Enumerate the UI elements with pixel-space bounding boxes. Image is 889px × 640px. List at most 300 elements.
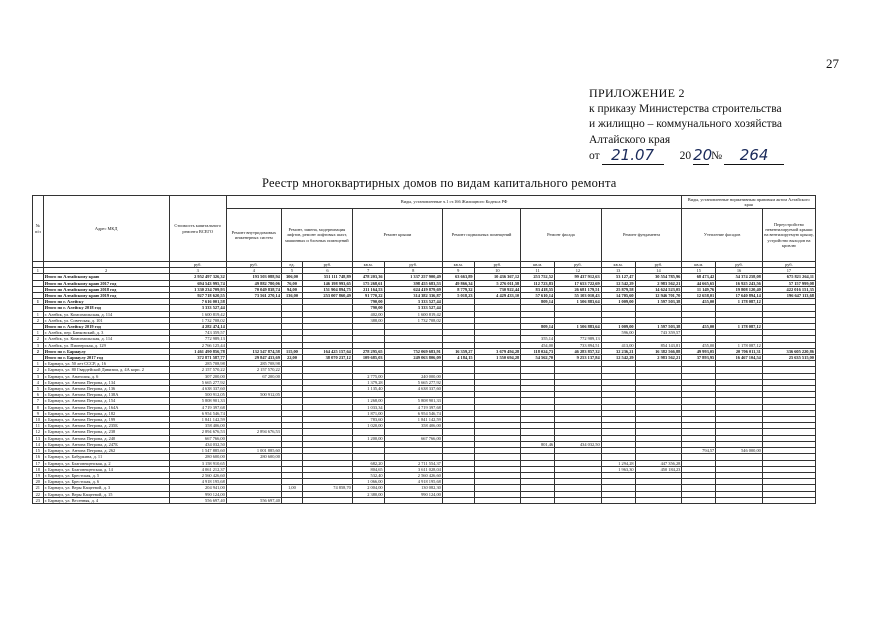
value-cell: 1 600 819,42	[384, 311, 442, 317]
column-number-cell: 10	[474, 268, 521, 274]
address-cell: г. Алейск, пер. Банковский, д. 3	[43, 330, 169, 336]
value-cell: 4 282 474,14	[169, 324, 226, 330]
value-cell	[521, 497, 555, 503]
value-cell: 3 679 494,28	[474, 348, 521, 354]
address-cell: Итого по Алтайскому краю	[43, 274, 169, 280]
value-cell: 132 547 874,58	[226, 348, 281, 354]
value-cell: 454,00	[521, 342, 555, 348]
value-cell: 4 638 337,60	[384, 386, 442, 392]
address-cell: г. Барнаул, ул. Бабуркина, д. 11	[43, 454, 169, 460]
value-cell: 73 561 270,14	[226, 293, 281, 299]
address-cell: г. Алейск, ул. Советская, д. 101	[43, 317, 169, 323]
address-cell: г. Барнаул, ул. 50 лет СССР, д. 16	[43, 361, 169, 367]
address-cell: г. Алейск, ул. Комсомольская, д. 114	[43, 311, 169, 317]
value-cell: 14 705,60	[601, 293, 635, 299]
value-cell: 1 330 234 709,93	[169, 286, 226, 292]
value-cell: 1 597 503,38	[635, 324, 682, 330]
col-elevators-header: Ремонт, замена, модернизация лифтов, ремонт лифтовых шахт, машинных и блочных помещений	[281, 209, 352, 262]
address-cell: г. Барнаул, ул. Антона Петрова, д. 240	[43, 435, 169, 441]
value-cell: 63 663,89	[442, 274, 474, 280]
value-cell: 772 989,13	[169, 336, 226, 342]
row-number-cell: 8	[33, 404, 44, 410]
column-number-cell: 1	[33, 268, 44, 274]
row-number-cell: 7	[33, 398, 44, 404]
row-number-cell: 1	[33, 330, 44, 336]
value-cell: 99 437 912,63	[555, 274, 602, 280]
address-cell: Итого по г. Барнаулу 2017 год	[43, 355, 169, 361]
column-number-cell: 8	[384, 268, 442, 274]
value-cell: 8 779,32	[442, 286, 474, 292]
value-cell: 990 124,00	[169, 491, 226, 497]
value-cell: 115,00	[281, 348, 302, 354]
value-cell: 5 808 901,33	[384, 398, 442, 404]
value-cell: 6 954 546,74	[169, 410, 226, 416]
value-cell: 434 032,50	[169, 441, 226, 447]
value-cell: 30 554 785,96	[635, 274, 682, 280]
address-cell: г. Барнаул, ул. Антона Петрова, д. 182	[43, 410, 169, 416]
value-cell: 9 253 137,84	[555, 355, 602, 361]
value-cell: 4 184,15	[442, 355, 474, 361]
value-cell: 54 562,70	[521, 355, 555, 361]
value-cell: 1 597 503,38	[635, 299, 682, 305]
col-roof-conversion-header: Переустройство невентилируемой крыши на вентилируемую крышу, устройство выходов на кровлю	[762, 209, 815, 262]
value-cell: 990 124,00	[384, 491, 442, 497]
row-number-cell: 16	[33, 454, 44, 460]
value-cell: 675 821 264,11	[762, 274, 815, 280]
address-cell: г. Барнаул, ул. Антона Петрова, д. 154	[43, 398, 169, 404]
unit-cell: руб.	[303, 262, 353, 268]
value-cell: 151 904 894,75	[303, 286, 353, 292]
value-cell: 1 506 883,64	[555, 324, 602, 330]
value-cell: 285 708,98	[226, 361, 281, 367]
value-cell: 743 359,57	[169, 330, 226, 336]
address-cell: г. Барнаул, ул. Антона Петрова, д. 164А	[43, 404, 169, 410]
value-cell: 19 808 120,40	[716, 286, 763, 292]
value-cell: 372 871 587,77	[169, 355, 226, 361]
value-cell: 5 276 011,58	[474, 280, 521, 286]
value-cell: 175 268,61	[352, 280, 384, 286]
value-cell: 1 379,28	[352, 379, 384, 385]
row-number-cell: 2	[33, 336, 44, 342]
row-number-cell: 21	[33, 485, 44, 491]
value-cell: 450 184,23	[635, 466, 682, 472]
row-number-cell: 13	[33, 435, 44, 441]
value-cell: 783,60	[352, 417, 384, 423]
value-cell: 240 000,00	[384, 373, 442, 379]
column-number-cell: 5	[281, 268, 302, 274]
address-cell: Итого по г. Алейску	[43, 299, 169, 305]
col-facade-header: Ремонт фасада	[521, 209, 601, 262]
address-cell: г. Алейск, ул. Комсомольская, д. 114	[43, 336, 169, 342]
value-cell: 3 333 527,44	[384, 305, 442, 311]
col-insulation-header: Утепление фасадов	[682, 209, 762, 262]
value-cell: 3 611 028,04	[384, 466, 442, 472]
value-cell: 733 894,51	[555, 342, 602, 348]
address-cell: Итого по Алтайскому краю 2017 год	[43, 280, 169, 286]
value-cell: 2 560 426,60	[384, 472, 442, 478]
address-cell: г. Барнаул, ул. Антона Петрова, д. 247Б	[43, 441, 169, 447]
col-roof-header: Ремонт крыши	[352, 209, 442, 262]
column-number-cell: 6	[303, 268, 353, 274]
value-cell: 358 406,00	[384, 423, 442, 429]
value-cell: 249 063 806,09	[384, 355, 442, 361]
table-body	[33, 274, 816, 504]
value-cell: 12 658,01	[682, 293, 716, 299]
column-number-cell: 16	[716, 268, 763, 274]
value-cell: 22,00	[281, 355, 302, 361]
address-cell: г. Барнаул, ул. Антона Петрова, д. 138А	[43, 392, 169, 398]
value-cell: 413,00	[601, 342, 635, 348]
value-cell: 12 542,29	[601, 355, 635, 361]
value-cell: 112 723,83	[521, 280, 555, 286]
value-cell: 16 925 243,56	[716, 280, 763, 286]
value-cell: 280 600,00	[169, 454, 226, 460]
row-number-cell: 20	[33, 479, 44, 485]
value-cell: 70 049 838,74	[226, 286, 281, 292]
handwritten-date: 21.07	[602, 148, 664, 165]
value-cell: 402,00	[352, 311, 384, 317]
value-cell: 667 766,00	[384, 435, 442, 441]
value-cell: 2 766 125,44	[169, 342, 226, 348]
appendix-block	[589, 86, 829, 165]
value-cell	[384, 497, 442, 503]
row-number-cell: 12	[33, 429, 44, 435]
value-cell: 927 718 620,55	[169, 293, 226, 299]
registry-table	[32, 195, 816, 504]
value-cell: 2 157 570,22	[169, 367, 226, 373]
value-cell: 455,00	[682, 324, 716, 330]
unit-cell: кв.м.	[352, 262, 384, 268]
value-cell: 358 406,00	[169, 423, 226, 429]
year-prefix: 20	[679, 150, 692, 162]
value-cell: 25 879,58	[601, 286, 635, 292]
column-number-cell: 15	[682, 268, 716, 274]
value-cell: 4 918 195,68	[169, 479, 226, 485]
value-cell: 3 333 527,44	[384, 299, 442, 305]
address-cell: г. Барнаул, ул. Антона Петрова, д. 235Б	[43, 423, 169, 429]
unit-cell: ед.	[281, 262, 302, 268]
unit-cell: руб.	[169, 262, 226, 268]
address-cell: г. Барнаул, ул. Веры Кащеевой, д. 3	[43, 485, 169, 491]
address-cell: г. Барнаул, ул. Веры Кащеевой, д. 15	[43, 491, 169, 497]
row-number-cell: 9	[33, 410, 44, 416]
value-cell: 4 719 397,68	[384, 404, 442, 410]
col-foundation-header: Ремонт фундамента	[601, 209, 682, 262]
value-cell	[762, 497, 815, 503]
column-number-cell: 12	[555, 268, 602, 274]
value-cell: 118 024,73	[521, 348, 555, 354]
value-cell: 46 283 857,32	[555, 348, 602, 354]
value-cell	[442, 497, 474, 503]
value-cell: 398 455 683,53	[384, 280, 442, 286]
value-cell: 772 989,13	[555, 336, 602, 342]
unit-cell: руб.	[762, 262, 815, 268]
value-cell: 790,00	[352, 305, 384, 311]
address-cell: Итого по г. Барнаулу	[43, 348, 169, 354]
appendix-line: Алтайского края	[589, 133, 671, 146]
value-cell: 7 616 001,58	[169, 299, 226, 305]
unit-cell: кв.м.	[601, 262, 635, 268]
unit-cell: руб.	[226, 262, 281, 268]
value-cell: 307 200,00	[169, 373, 226, 379]
from-label: от	[589, 150, 600, 162]
value-cell: 804,65	[352, 466, 384, 472]
column-number-cell: 17	[762, 268, 815, 274]
value-cell: 422 016 151,35	[762, 286, 815, 292]
value-cell: 253 007 860,49	[303, 293, 353, 299]
value-cell: 551 111 748,89	[303, 274, 353, 280]
value-cell: 91 770,22	[352, 293, 384, 299]
value-cell: 1 178 087,12	[716, 342, 763, 348]
value-cell: 29 847 433,69	[226, 355, 281, 361]
value-cell: 146 198 993,65	[303, 280, 353, 286]
appendix-title: ПРИЛОЖЕНИЕ 2	[589, 86, 685, 100]
value-cell: 54 374 258,08	[716, 274, 763, 280]
value-cell: 94,00	[281, 286, 302, 292]
value-cell: 355,14	[521, 336, 555, 342]
value-cell: 1 732 708,02	[169, 317, 226, 323]
value-cell: 1 841 142,59	[169, 417, 226, 423]
document-title: Реестр многоквартирных домов по видам капитального ремонта	[262, 176, 617, 190]
value-cell: 10 436 367,12	[474, 274, 521, 280]
col-num-header: № п/п	[33, 196, 44, 262]
value-cell: 2 560 426,60	[169, 472, 226, 478]
value-cell: 306,00	[281, 274, 302, 280]
column-number-cell: 4	[226, 268, 281, 274]
address-cell: г. Барнаул, ул. 80 Гвардейской Дивизии, д. 4А корп. 2	[43, 367, 169, 373]
appendix-line: и жилищно – коммунального хозяйства	[589, 118, 782, 130]
address-cell: Итого по Алтайскому краю 2019 год	[43, 293, 169, 299]
address-cell: г. Алейск, ул. Пионерская, д. 129	[43, 342, 169, 348]
value-cell: 130 082,30	[384, 485, 442, 491]
value-cell: 447 356,28	[635, 460, 682, 466]
row-number-cell: 14	[33, 441, 44, 447]
value-cell: 4 061 212,37	[169, 466, 226, 472]
value-cell	[303, 497, 353, 503]
row-number-cell: 1	[33, 299, 44, 305]
address-cell: г. Барнаул, ул. Брестская, д. 5	[43, 472, 169, 478]
group-header-regional: Виды, установленные нормативным правовым актом Алтайского края	[682, 196, 816, 209]
column-number-cell: 2	[43, 268, 169, 274]
unit-cell: кв.м.	[682, 262, 716, 268]
value-cell: 285 708,98	[169, 361, 226, 367]
value-cell: 26 681 179,51	[555, 286, 602, 292]
value-cell: 253 752,52	[521, 274, 555, 280]
value-cell: 16 359,27	[442, 348, 474, 354]
registry-table-wrapper	[32, 195, 816, 504]
unit-cell: руб.	[716, 262, 763, 268]
value-cell: 500 912,05	[169, 392, 226, 398]
address-cell: г. Барнаул, ул. Антона Петрова, д. 238	[43, 429, 169, 435]
value-cell: 5 665 277,92	[169, 379, 226, 385]
value-cell: 743 359,57	[635, 330, 682, 336]
value-cell: 794,57	[682, 448, 716, 454]
row-number-cell: 2	[33, 317, 44, 323]
value-cell: 2 004,00	[352, 485, 384, 491]
value-cell: 37 893,95	[682, 355, 716, 361]
address-cell: Итого по г. Алейску 2019 год	[43, 324, 169, 330]
value-cell: 556 697,40	[226, 497, 281, 503]
column-number-cell: 14	[635, 268, 682, 274]
address-cell: Итого по Алтайскому краю 2018 год	[43, 286, 169, 292]
value-cell: 25 635 515,00	[762, 355, 815, 361]
value-cell: 801,46	[521, 441, 555, 447]
value-cell	[682, 497, 716, 503]
value-cell: 14 624 523,05	[635, 286, 682, 292]
row-number-cell: 1	[33, 311, 44, 317]
value-cell	[281, 497, 302, 503]
value-cell: 4 429 433,10	[474, 293, 521, 299]
value-cell: 6 954 546,74	[384, 410, 442, 416]
value-cell: 211 164,53	[352, 286, 384, 292]
row-number-cell: 11	[33, 423, 44, 429]
value-cell: 193 503 088,94	[226, 274, 281, 280]
value-cell: 57 610,14	[521, 293, 555, 299]
value-cell: 478 203,36	[352, 274, 384, 280]
value-cell: 4 719 397,68	[169, 404, 226, 410]
value-cell: 5 665 277,92	[384, 379, 442, 385]
address-cell: г. Барнаул, ул. Антона Петрова, д. 262	[43, 448, 169, 454]
value-cell: 1 600 819,42	[169, 311, 226, 317]
value-cell: 53 127,47	[601, 274, 635, 280]
value-cell: 57 157 999,08	[762, 280, 815, 286]
value-cell: 1 001 885,60	[226, 448, 281, 454]
appendix-date-line	[589, 148, 829, 165]
row-number-cell: 19	[33, 472, 44, 478]
value-cell	[474, 497, 521, 503]
row-number-cell: 10	[33, 417, 44, 423]
column-number-cell: 11	[521, 268, 555, 274]
value-cell: 809,14	[521, 299, 555, 305]
unit-cell: кв.м.	[521, 262, 555, 268]
value-cell: 667 766,00	[169, 435, 226, 441]
handwritten-number: 264	[724, 148, 784, 165]
address-cell: г. Барнаул, ул. Антона Петрова, д. 134	[43, 379, 169, 385]
address-cell: г. Барнаул, ул. Брестская, д. 6	[43, 479, 169, 485]
value-cell: 55 103 010,43	[555, 293, 602, 299]
value-cell: 1 178 087,12	[716, 299, 763, 305]
value-cell	[352, 497, 384, 503]
value-cell: 76,00	[281, 280, 302, 286]
value-cell: 1 268,00	[352, 398, 384, 404]
value-cell: 1 461 490 856,78	[169, 348, 226, 354]
address-cell: г. Барнаул, ул. Анатолия, д. 6	[43, 373, 169, 379]
value-cell: 49 866,34	[442, 280, 474, 286]
value-cell: 2 983 562,21	[635, 280, 682, 286]
value-cell: 109 685,03	[352, 355, 384, 361]
value-cell: 1 066,00	[352, 479, 384, 485]
value-cell: 1,00	[281, 485, 302, 491]
unit-cell: руб.	[555, 262, 602, 268]
value-cell: 1 009,00	[601, 299, 635, 305]
value-cell: 12 946 701,70	[635, 293, 682, 299]
value-cell: 1 337 257 900,49	[384, 274, 442, 280]
row-number-cell: 4	[33, 379, 44, 385]
value-cell: 4 638 337,60	[169, 386, 226, 392]
row-number-cell: 17	[33, 460, 44, 466]
address-cell: г. Барнаул, ул. Благовещенская, д. 2	[43, 460, 169, 466]
col-basement-header: Ремонт подвальных помещений	[442, 209, 520, 262]
value-cell: 1 294,28	[601, 460, 635, 466]
col-engineering-header: Ремонт внутридомовых инженерных систем	[226, 209, 281, 262]
value-cell: 1 020,00	[352, 423, 384, 429]
value-cell: 2 952 497 326,32	[169, 274, 226, 280]
value-cell	[635, 497, 682, 503]
table-row	[33, 497, 816, 503]
col-total-header: Стоимость капитального ремонта ВСЕГО	[169, 196, 226, 262]
value-cell: 730 922,44	[474, 286, 521, 292]
row-number-cell: 18	[33, 466, 44, 472]
address-cell: г. Барнаул, ул. Антона Петрова, д. 136	[43, 386, 169, 392]
value-cell: 1 963,30	[601, 466, 635, 472]
number-label: №	[711, 150, 723, 162]
column-number-cell: 3	[169, 268, 226, 274]
value-cell: 2 775,00	[352, 373, 384, 379]
page-number: 27	[826, 56, 839, 71]
value-cell: 1 841 142,59	[384, 417, 442, 423]
value-cell: 546 000,00	[716, 448, 763, 454]
value-cell	[555, 497, 602, 503]
value-cell: 314 382 336,87	[384, 293, 442, 299]
value-cell: 11 149,76	[682, 286, 716, 292]
value-cell: 136,00	[281, 293, 302, 299]
address-cell: г. Барнаул, ул. Весенняя, д. 4	[43, 497, 169, 503]
value-cell: 5 808 901,33	[169, 398, 226, 404]
value-cell: 1 135,40	[352, 386, 384, 392]
unit-cell: руб.	[635, 262, 682, 268]
value-cell: 17 653 722,69	[555, 280, 602, 286]
value-cell: 20 706 011,31	[716, 348, 763, 354]
value-cell	[601, 497, 635, 503]
value-cell: 12 542,29	[601, 280, 635, 286]
value-cell: 809,14	[521, 324, 555, 330]
value-cell: 1 871,00	[352, 410, 384, 416]
value-cell: 500 912,05	[226, 392, 281, 398]
col-address-header: Адрес МКД	[43, 196, 169, 262]
value-cell: 2 380,00	[352, 491, 384, 497]
value-cell: 2 894 676,53	[169, 429, 226, 435]
value-cell: 1 009,00	[601, 324, 635, 330]
row-number-cell: 2	[33, 367, 44, 373]
value-cell: 164 425 157,64	[303, 348, 353, 354]
column-number-cell: 13	[601, 268, 635, 274]
appendix-line: к приказу Министерства строительства	[589, 102, 782, 115]
value-cell: 790,00	[352, 299, 384, 305]
value-cell: 3 158 910,65	[169, 460, 226, 466]
row-number-cell: 15	[33, 448, 44, 454]
row-number-cell: 5	[33, 386, 44, 392]
row-number-cell: 6	[33, 392, 44, 398]
value-cell: 16 382 566,88	[635, 348, 682, 354]
value-cell: 388,00	[352, 317, 384, 323]
value-cell: 5 018,23	[442, 293, 474, 299]
value-cell: 74 858,70	[303, 485, 353, 491]
group-header-art166: Виды, установленные ч.1 ст.166 Жилищного Кодекса РФ	[226, 196, 682, 209]
value-cell: 752 069 683,91	[384, 348, 442, 354]
value-cell: 83 418,55	[521, 286, 555, 292]
value-cell: 1 732 708,02	[384, 317, 442, 323]
value-cell: 68 473,42	[682, 274, 716, 280]
row-number-cell: 22	[33, 491, 44, 497]
row-number-cell: 1	[33, 361, 44, 367]
value-cell: 1 200,00	[352, 435, 384, 441]
value-cell: 38 070 237,12	[303, 355, 353, 361]
unit-cell: руб.	[474, 262, 521, 268]
value-cell: 32 236,21	[601, 348, 635, 354]
value-cell: 278 295,65	[352, 348, 384, 354]
unit-cell: кв.м.	[442, 262, 474, 268]
value-cell: 1 178 087,12	[716, 324, 763, 330]
